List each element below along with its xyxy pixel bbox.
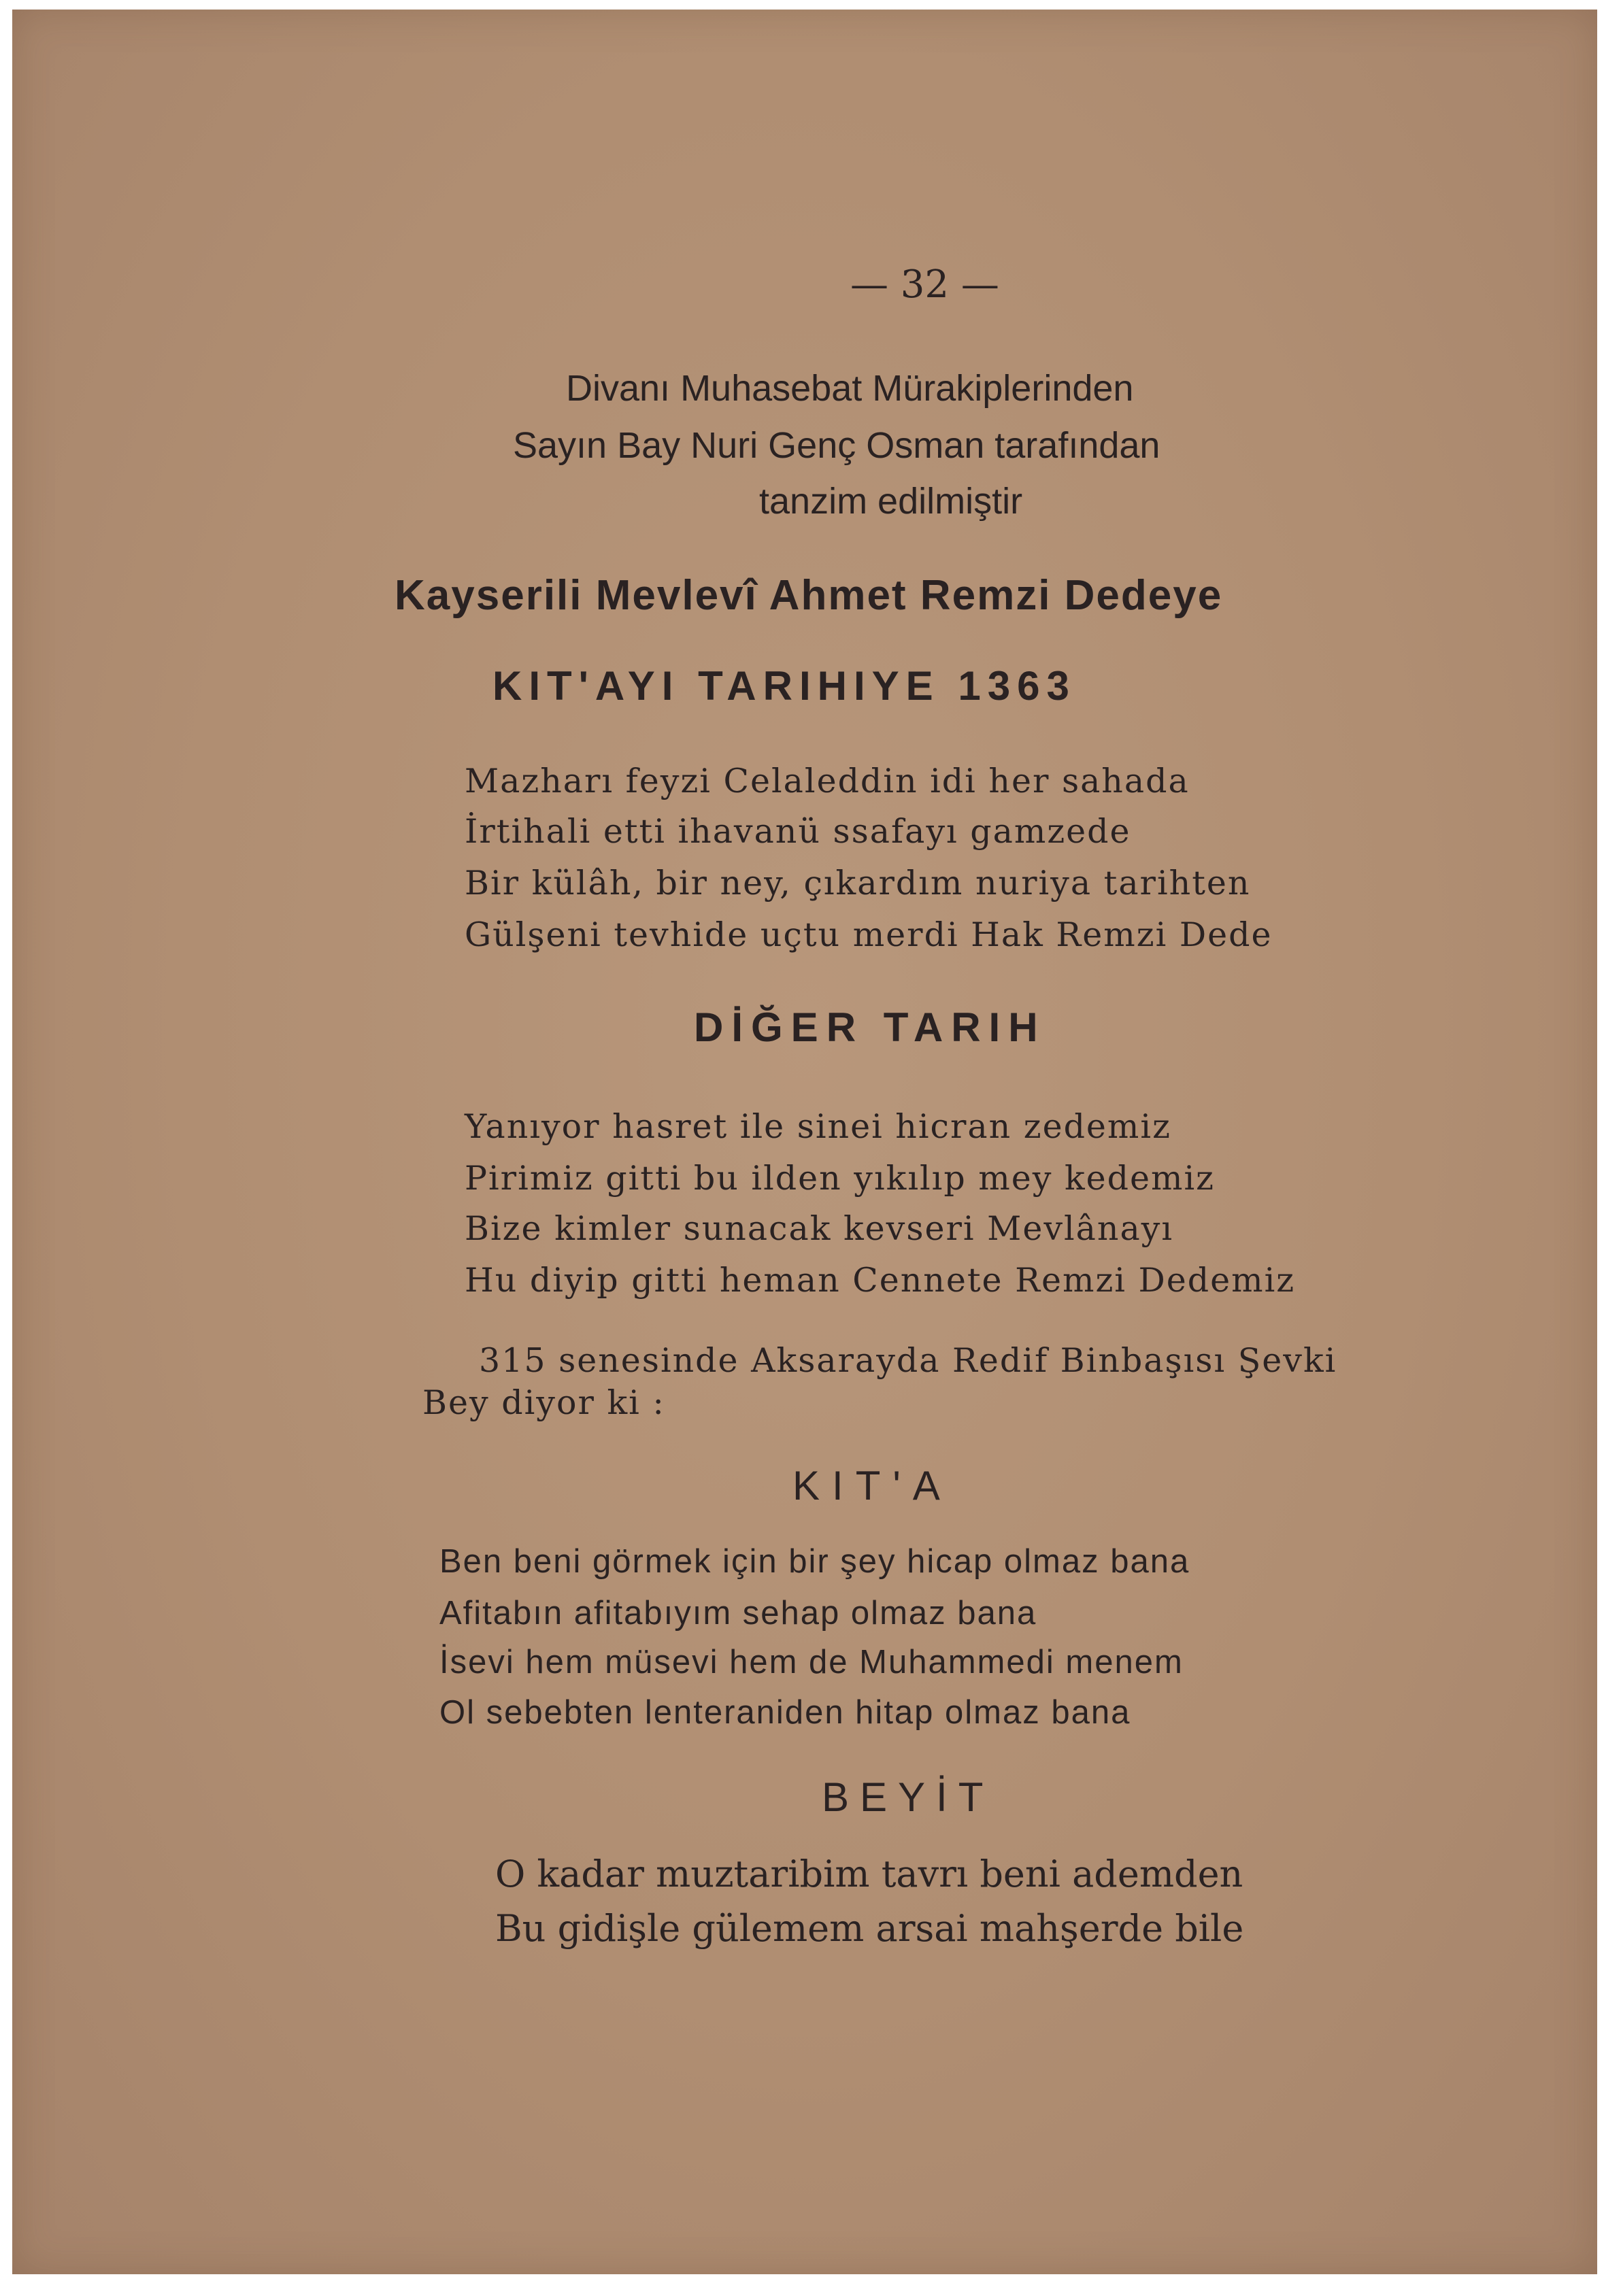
poem-line: İsevi hem müsevi hem de Muhammedi menem	[439, 1644, 1184, 1681]
page-number: — 32 —	[850, 263, 999, 307]
poem-line: Yanıyor hasret ile sinei hicran zedemiz	[465, 1107, 1171, 1146]
poem-line: İrtihali etti ihavanü ssafayı gamzede	[465, 812, 1131, 851]
poem-line: Bu gidişle gülemem arsai mahşerde bile	[495, 1907, 1244, 1950]
poem-line: Bir külâh, bir ney, çıkardım nuriya tarihten	[465, 864, 1251, 902]
poem-line: Afitabın afitabıyım sehap olmaz bana	[439, 1595, 1037, 1632]
section-heading-kitayi-tarihiye: KIT'AYI TARIHIYE 1363	[492, 663, 1076, 709]
poem-line: O kadar muztaribim tavrı beni ademden	[495, 1853, 1243, 1895]
intro-line: tanzim edilmiştir	[759, 481, 1023, 522]
intro-line: Divanı Muhasebat Mürakiplerinden	[566, 368, 1134, 409]
poem-line: Ben beni görmek için bir şey hicap olmaz bana	[439, 1543, 1190, 1580]
section-heading-kita: KIT'A	[792, 1463, 952, 1508]
intro-line: Sayın Bay Nuri Genç Osman tarafından	[513, 425, 1160, 466]
poem-line: Pirimiz gitti bu ilden yıkılıp mey kedemiz	[465, 1159, 1215, 1198]
note-line: 315 senesinde Aksarayda Redif Binbaşısı Şevki	[479, 1341, 1337, 1380]
poem-line: Ol sebebten lenteraniden hitap olmaz bana	[439, 1694, 1131, 1731]
poem-line: Mazharı feyzi Celaleddin idi her sahada	[465, 762, 1190, 800]
dedication-title: Kayserili Mevlevî Ahmet Remzi Dedeye	[395, 572, 1223, 619]
poem-line: Hu diyip gitti heman Cennete Remzi Dedemiz	[465, 1261, 1296, 1300]
section-heading-diger-tarih: DİĞER TARIH	[694, 1004, 1046, 1050]
poem-line: Bize kimler sunacak kevseri Mevlânayı	[465, 1209, 1174, 1248]
note-line: Bey diyor ki :	[422, 1383, 665, 1422]
page-sheet	[12, 10, 1597, 2274]
section-heading-beyit: BEYİT	[822, 1774, 995, 1820]
poem-line: Gülşeni tevhide uçtu merdi Hak Remzi Dede	[465, 915, 1273, 954]
